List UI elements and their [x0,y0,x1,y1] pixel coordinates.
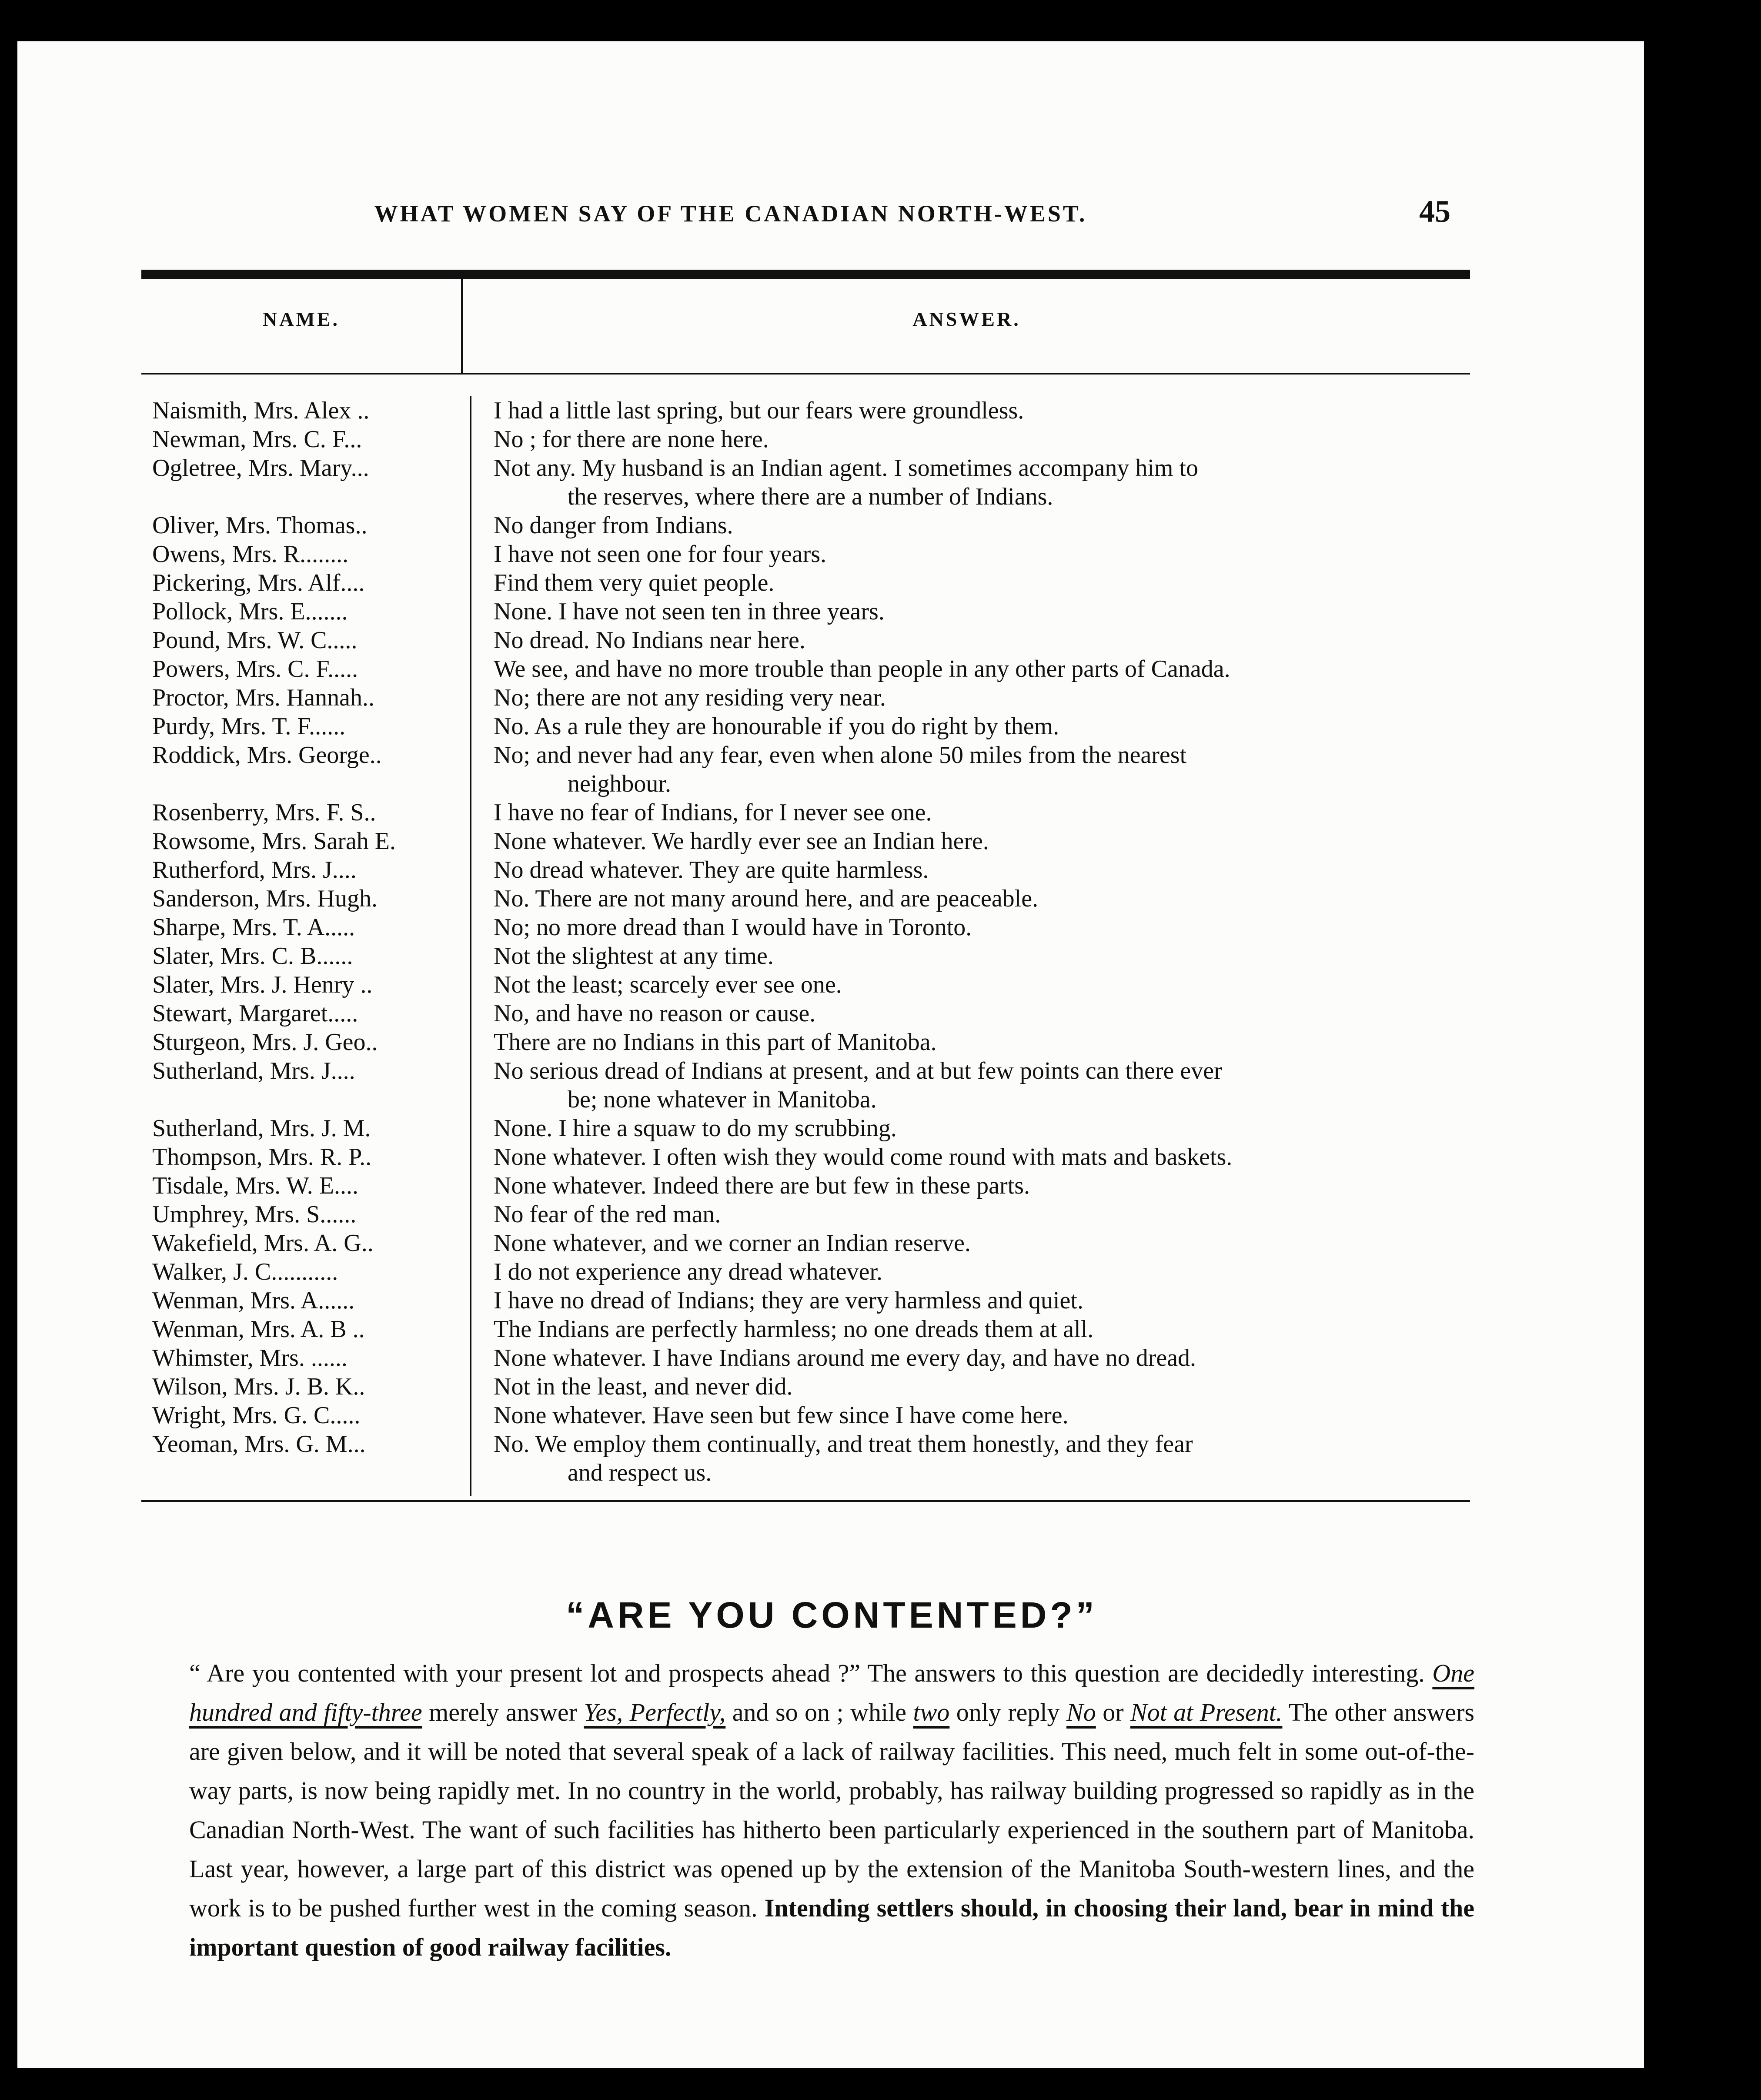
respondent-answer [470,999,1470,1028]
table-row [141,1200,1470,1229]
underlined-phrase: One hundred and fifty-three [189,1659,1474,1726]
respondent-answer [470,1114,1470,1143]
answer-text: None whatever. Have seen but few since I have come here. [494,1402,1069,1429]
respondent-name: Stewart, Margaret..... [152,1000,358,1027]
respondent-answer [470,970,1470,999]
table-bottom-rule [141,1500,1470,1502]
table-row [141,1257,1470,1286]
answer-text: We see, and have no more trouble than people in any other parts of Canada. [494,655,1230,682]
table-row [141,425,1470,454]
underlined-phrase: two [913,1698,950,1726]
respondent-answer [470,913,1470,942]
respondent-name: Sutherland, Mrs. J. M. [152,1115,371,1142]
column-divider-body [470,396,471,1496]
respondent-name: Wakefield, Mrs. A. G.. [152,1230,374,1257]
section-paragraph [189,1654,1474,1967]
table-row [141,1028,1470,1057]
table-row [141,626,1470,655]
section-title: “ARE YOU CONTENTED?” [566,1595,1098,1635]
paragraph-text: merely answer [429,1698,577,1726]
respondent-name: Yeoman, Mrs. G. M... [152,1431,366,1458]
respondent-name: Pollock, Mrs. E....... [152,598,348,625]
answer-text: No. We employ them continually, and treat them honestly, and they fear [494,1431,1193,1458]
respondent-answer [470,1257,1470,1286]
respondent-name: Sutherland, Mrs. J.... [152,1057,355,1084]
underlined-phrase: Yes, Perfectly, [584,1698,726,1726]
respondent-name: Proctor, Mrs. Hannah.. [152,684,374,711]
table-row [141,999,1470,1028]
answer-text: No. There are not many around here, and are peaceable. [494,885,1039,912]
table-row [141,511,1470,540]
respondent-answer [470,1028,1470,1057]
answer-text: None. I hire a squaw to do my scrubbing. [494,1115,897,1142]
answer-text: No; there are not any residing very near. [494,684,886,711]
table-row [141,540,1470,568]
answer-text: Not in the least, and never did. [494,1373,793,1400]
respondent-answer [470,1315,1470,1344]
table-row [141,942,1470,970]
answer-text: None whatever. I have Indians around me every day, and have no dread. [494,1344,1196,1371]
page-header [150,194,1450,257]
respondent-name: Sturgeon, Mrs. J. Geo.. [152,1029,378,1056]
respondent-name: Owens, Mrs. R........ [152,541,349,568]
contented-section [189,1594,1474,1967]
respondent-answer [470,1286,1470,1315]
answer-text: Not the least; scarcely ever see one. [494,971,842,998]
paragraph-text: only reply [956,1698,1060,1726]
table-row [141,1372,1470,1401]
answer-text: The Indians are perfectly harmless; no one dreads them at all. [494,1316,1094,1343]
answer-text: No danger from Indians. [494,512,733,539]
paragraph-text: or [1103,1698,1124,1726]
respondent-name: Walker, J. C........... [152,1258,338,1285]
respondent-answer [470,540,1470,568]
respondent-answer [470,884,1470,913]
page-number: 45 [1419,194,1450,229]
respondent-name: Sanderson, Mrs. Hugh. [152,885,378,912]
respondent-answer [470,396,1470,425]
respondent-answer [470,1143,1470,1171]
answer-text: Not any. My husband is an Indian agent. I sometimes accompany him to [494,455,1199,482]
answer-text: No; no more dread than I would have in Toronto. [494,914,972,941]
respondent-name: Slater, Mrs. C. B...... [152,943,353,970]
respondent-answer [470,856,1470,884]
respondent-name: Whimster, Mrs. ...... [152,1344,348,1371]
table-row [141,454,1470,511]
answer-text: No dread whatever. They are quite harmless. [494,856,929,883]
table-row [141,913,1470,942]
column-header-name: NAME. [262,308,340,330]
answer-text: There are no Indians in this part of Manitoba. [494,1029,937,1056]
respondent-name: Powers, Mrs. C. F..... [152,655,358,682]
respondent-answer [470,454,1470,511]
respondent-answer [470,1200,1470,1229]
answer-continuation: be; none whatever in Manitoba. [568,1086,877,1113]
table-row [141,1344,1470,1372]
respondent-name: Thompson, Mrs. R. P.. [152,1144,372,1170]
answer-continuation: neighbour. [568,770,671,797]
table-row [141,712,1470,741]
respondent-answer [470,1430,1470,1487]
table-row [141,1286,1470,1315]
answer-text: I have no dread of Indians; they are very harmless and quiet. [494,1287,1083,1314]
table-row [141,597,1470,626]
table-row [141,655,1470,683]
answer-text: I do not experience any dread whatever. [494,1258,883,1285]
table-row [141,683,1470,712]
respondent-answer [470,1057,1470,1114]
respondent-answer [470,655,1470,683]
respondent-name: Pickering, Mrs. Alf.... [152,569,365,596]
underlined-phrase: No [1066,1698,1096,1726]
respondent-answer [470,712,1470,741]
answer-text: I have not seen one for four years. [494,541,827,568]
answer-text: I have no fear of Indians, for I never see one. [494,799,932,826]
table-row [141,1057,1470,1114]
respondent-answer [470,425,1470,454]
table-row [141,798,1470,827]
respondent-answer [470,597,1470,626]
answer-continuation: and respect us. [568,1459,712,1486]
answer-text: No dread. No Indians near here. [494,627,805,654]
respondent-name: Sharpe, Mrs. T. A..... [152,914,355,941]
respondent-answer [470,568,1470,597]
table-row [141,1229,1470,1257]
table-row [141,568,1470,597]
respondent-name: Newman, Mrs. C. F... [152,426,362,453]
answer-text: No. As a rule they are honourable if you do right by them. [494,713,1059,740]
column-header-answer: ANSWER. [912,308,1021,330]
answer-text: No ; for there are none here. [494,426,769,453]
respondent-name: Wilson, Mrs. J. B. K.. [152,1373,365,1400]
underlined-phrase: Not at Present. [1130,1698,1283,1726]
respondent-answer [470,798,1470,827]
table-row [141,741,1470,798]
answer-text: No fear of the red man. [494,1201,721,1228]
table-row [141,856,1470,884]
paragraph-text: “ Are you contented with your present lot and prospects ahead ?” The answers to this question are decidedly interesting. [189,1659,1425,1687]
answer-text: Find them very quiet people. [494,569,775,596]
page [17,41,1644,2068]
respondent-answer [470,683,1470,712]
respondent-answer [470,511,1470,540]
respondent-name: Rosenberry, Mrs. F. S.. [152,799,376,826]
table-body [141,375,1470,1500]
respondent-name: Pound, Mrs. W. C..... [152,627,358,654]
answer-text: None whatever. We hardly ever see an Indian here. [494,828,989,855]
answer-text: None whatever, and we corner an Indian reserve. [494,1230,971,1257]
respondent-answer [470,942,1470,970]
table-row [141,1114,1470,1143]
respondent-name: Rowsome, Mrs. Sarah E. [152,828,396,855]
table-row [141,396,1470,425]
respondent-name: Oliver, Mrs. Thomas.. [152,512,368,539]
table-row [141,970,1470,999]
table-row [141,884,1470,913]
bold-sentence: Intending settlers should, in choosing their land, bear in mind the important question of good railway facilities. [189,1894,1475,1961]
answer-text: Not the slightest at any time. [494,943,774,970]
table-row [141,827,1470,856]
respondent-answer [470,1401,1470,1430]
respondent-name: Wright, Mrs. G. C..... [152,1402,361,1429]
table-header [141,279,1470,373]
answer-text: No; and never had any fear, even when alone 50 miles from the nearest [494,742,1187,769]
answer-text: None. I have not seen ten in three years. [494,598,885,625]
answer-text: No serious dread of Indians at present, and at but few points can there ever [494,1057,1222,1084]
answer-text: None whatever. Indeed there are but few in these parts. [494,1172,1030,1199]
respondent-name: Tisdale, Mrs. W. E.... [152,1172,359,1199]
respondent-name: Purdy, Mrs. T. F...... [152,713,346,740]
answer-continuation: the reserves, where there are a number of Indians. [568,483,1053,510]
table-row [141,1430,1470,1487]
running-title: WHAT WOMEN SAY OF THE CANADIAN NORTH-WEST. [374,201,1087,227]
respondent-name: Ogletree, Mrs. Mary... [152,455,369,482]
respondent-answer [470,626,1470,655]
respondent-name: Roddick, Mrs. George.. [152,742,382,769]
respondent-name: Rutherford, Mrs. J.... [152,856,357,883]
answer-text: No, and have no reason or cause. [494,1000,816,1027]
table-row [141,1401,1470,1430]
paragraph-text: and so on ; while [732,1698,906,1726]
paragraph-text: The other answers are given below, and it will be noted that several speak of a lack of railway facilities. This need, much felt in some out-of-the-way parts, is now being rapidly met. In no country in the world, probably, has railway building progressed so rapidly as in the Canadian North-West. The want of such facilities has hitherto been particularly experienced in the southern part of Manitoba. Last year, however, a large part of this district was opened up by the extension of the Manitoba South-western lines, and the work is to be pushed further west in the coming season. [189,1698,1474,1922]
respondent-name: Wenman, Mrs. A. B .. [152,1316,365,1343]
answers-table [141,270,1470,1502]
respondent-answer [470,741,1470,798]
respondent-name: Slater, Mrs. J. Henry .. [152,971,373,998]
table-row [141,1171,1470,1200]
respondent-name: Umphrey, Mrs. S...... [152,1201,357,1228]
answer-text: None whatever. I often wish they would come round with mats and baskets. [494,1144,1233,1170]
answer-text: I had a little last spring, but our fears were groundless. [494,397,1024,424]
respondent-name: Naismith, Mrs. Alex .. [152,397,370,424]
table-row [141,1315,1470,1344]
respondent-answer [470,1372,1470,1401]
respondent-answer [470,1229,1470,1257]
table-row [141,1143,1470,1171]
respondent-answer [470,1171,1470,1200]
table-top-rule [141,270,1470,279]
respondent-answer [470,1344,1470,1372]
respondent-answer [470,827,1470,856]
respondent-name: Wenman, Mrs. A...... [152,1287,355,1314]
